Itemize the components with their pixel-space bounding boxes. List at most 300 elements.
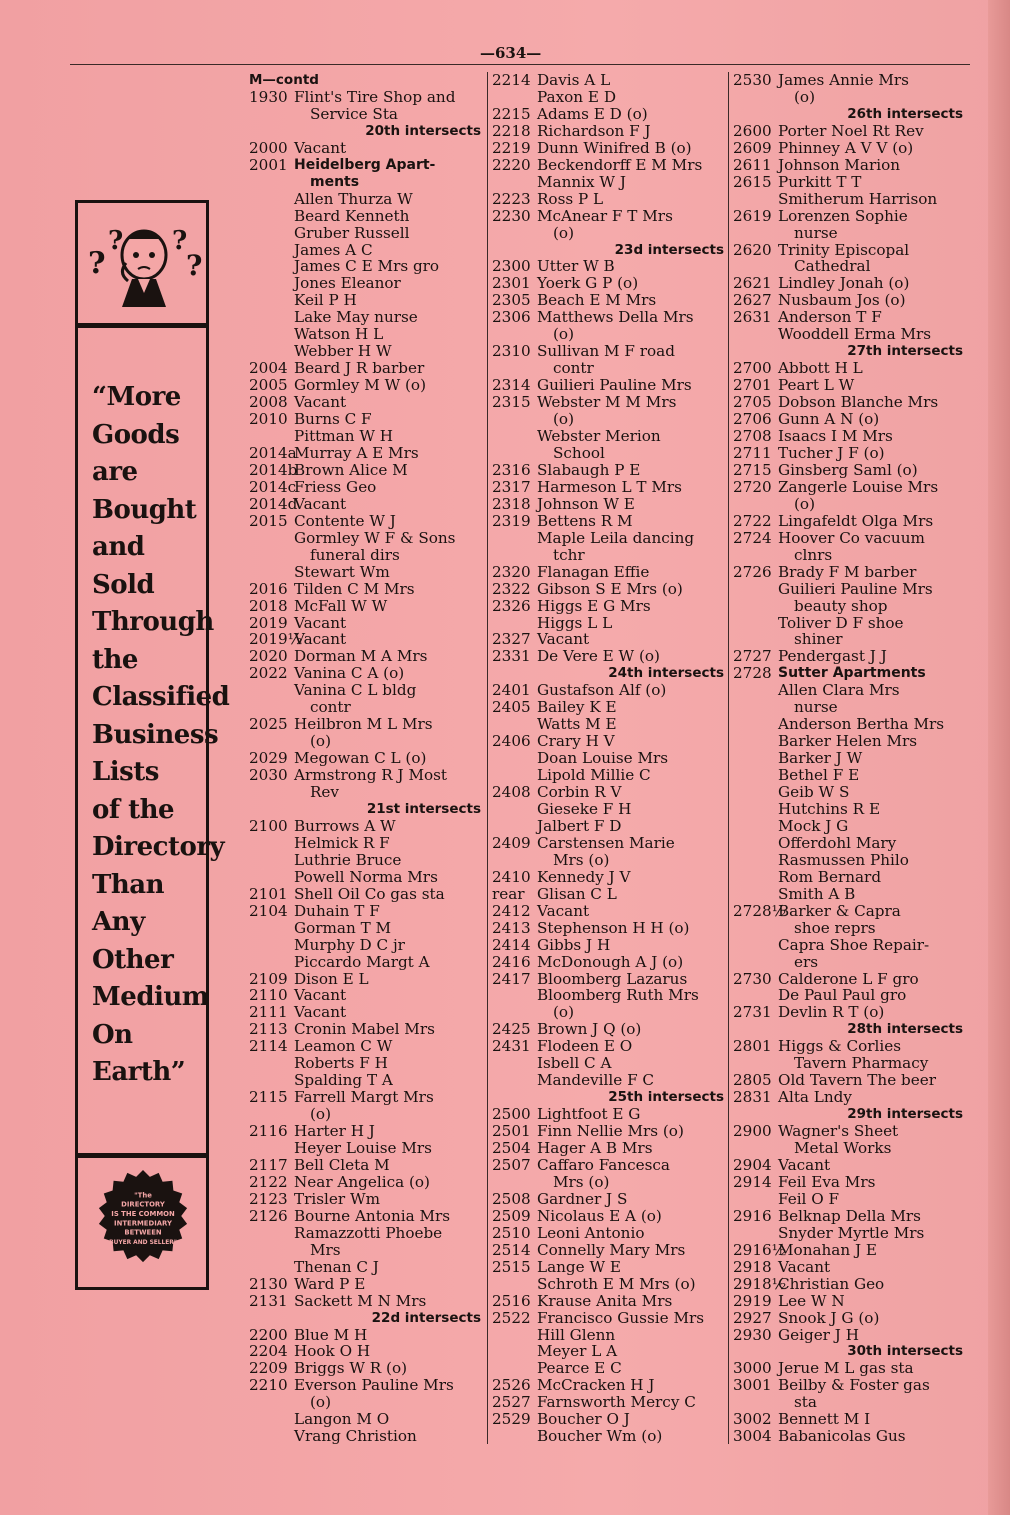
house-number bbox=[733, 716, 778, 733]
directory-entry bbox=[492, 987, 724, 1004]
house-number: 2918 bbox=[733, 1257, 772, 1276]
house-number bbox=[492, 818, 537, 835]
directory-entry bbox=[249, 547, 481, 564]
resident-name: Bailey K E bbox=[537, 698, 617, 717]
resident-name: Hoover Co vacuum bbox=[778, 528, 925, 547]
directory-seal-icon bbox=[94, 1168, 192, 1266]
resident-name: Bloomberg Lazarus bbox=[537, 969, 688, 988]
resident-name: Allen Clara Mrs bbox=[778, 681, 900, 700]
directory-entry bbox=[492, 1377, 724, 1394]
house-number: 2113 bbox=[249, 1020, 288, 1039]
directory-entry bbox=[733, 377, 963, 394]
resident-name: ments bbox=[310, 173, 360, 190]
house-number: 2327 bbox=[492, 630, 531, 649]
resident-name: Leoni Antonio bbox=[537, 1223, 645, 1242]
resident-name: contr bbox=[310, 698, 351, 717]
house-number: 2529 bbox=[492, 1410, 531, 1429]
house-number: 2730 bbox=[733, 969, 772, 988]
house-number: 2600 bbox=[733, 121, 772, 140]
directory-entry bbox=[492, 89, 724, 106]
house-number bbox=[249, 1225, 294, 1242]
resident-name: Luthrie Bruce bbox=[294, 850, 402, 869]
house-number: 3002 bbox=[733, 1410, 772, 1429]
house-number: 2316 bbox=[492, 460, 531, 479]
directory-entry bbox=[733, 258, 963, 275]
resident-name: McDonough A J (o) bbox=[537, 952, 684, 971]
house-number bbox=[249, 191, 294, 208]
house-number: 2005 bbox=[249, 376, 288, 395]
house-number bbox=[249, 309, 294, 326]
house-number bbox=[249, 326, 294, 343]
resident-name: Mock J G bbox=[778, 816, 849, 835]
directory-entry bbox=[249, 1191, 481, 1208]
resident-name: Mandeville F C bbox=[537, 1071, 655, 1090]
house-number: 2405 bbox=[492, 698, 531, 717]
directory-entry bbox=[733, 1276, 963, 1293]
directory-entry bbox=[492, 1191, 724, 1208]
directory-entry bbox=[492, 275, 724, 292]
house-number: 2831 bbox=[733, 1088, 772, 1107]
house-number bbox=[492, 987, 537, 1004]
directory-entry bbox=[733, 1377, 963, 1394]
house-number bbox=[733, 1225, 778, 1242]
slogan-line: Goods bbox=[92, 419, 180, 450]
resident-name: Snook J G (o) bbox=[778, 1308, 880, 1327]
directory-entry bbox=[733, 581, 963, 598]
directory-entry bbox=[733, 987, 963, 1004]
slogan-line: Classified bbox=[92, 682, 230, 712]
house-number bbox=[733, 682, 778, 699]
resident-name: Feil O F bbox=[778, 1189, 840, 1208]
directory-entry bbox=[492, 479, 724, 496]
resident-name: Harter H J bbox=[294, 1122, 375, 1141]
slogan-line: Through bbox=[92, 607, 214, 637]
slogan-line: Earth” bbox=[92, 1057, 186, 1087]
resident-name: Helmick R F bbox=[294, 833, 390, 852]
directory-entry bbox=[733, 648, 963, 665]
resident-name: Watts M E bbox=[537, 715, 617, 734]
directory-entry bbox=[249, 1293, 481, 1310]
house-number: 2015 bbox=[249, 511, 288, 530]
resident-name: Toliver D F shoe bbox=[778, 613, 904, 632]
slogan-line: the bbox=[92, 644, 138, 675]
directory-entry bbox=[249, 1038, 481, 1055]
resident-name: Bell Cleta M bbox=[294, 1156, 390, 1174]
directory-entry bbox=[249, 1360, 481, 1377]
house-number bbox=[249, 920, 294, 937]
resident-name: Anderson T F bbox=[778, 308, 882, 327]
directory-entry bbox=[492, 801, 724, 818]
house-number: 2018 bbox=[249, 596, 288, 615]
resident-name: Metal Works bbox=[794, 1139, 892, 1158]
resident-name: Offerdohl Mary bbox=[778, 833, 897, 852]
resident-name: Guilieri Pauline Mrs bbox=[537, 376, 692, 395]
directory-entry bbox=[249, 869, 481, 886]
directory-entry bbox=[733, 1004, 963, 1021]
house-number: 2504 bbox=[492, 1139, 531, 1158]
resident-name: Dunn Winifred B (o) bbox=[537, 138, 692, 157]
house-number: 2123 bbox=[249, 1189, 288, 1208]
street-intersection-header: 29th intersects bbox=[847, 1106, 963, 1123]
house-number bbox=[733, 937, 778, 954]
resident-name: Beard Kenneth bbox=[294, 206, 410, 225]
resident-name: Jerue M L gas sta bbox=[778, 1359, 914, 1378]
house-number: 2700 bbox=[733, 359, 772, 378]
house-number: 2408 bbox=[492, 783, 531, 802]
resident-name: Stephenson H H (o) bbox=[537, 918, 690, 937]
house-number: 2014b bbox=[249, 460, 298, 479]
directory-entry bbox=[249, 750, 481, 767]
directory-entry bbox=[249, 937, 481, 954]
resident-name: Bettens R M bbox=[537, 511, 633, 530]
house-number: 2320 bbox=[492, 562, 531, 581]
directory-entry bbox=[733, 1327, 963, 1344]
house-number bbox=[492, 225, 537, 242]
house-number: 2220 bbox=[492, 155, 531, 174]
resident-name: contr bbox=[553, 359, 594, 378]
directory-entry bbox=[492, 72, 724, 89]
resident-name: Isaacs I M Mrs bbox=[778, 427, 893, 446]
house-number: 2029 bbox=[249, 749, 288, 768]
house-number: 2708 bbox=[733, 427, 772, 446]
directory-entry bbox=[249, 394, 481, 411]
house-number: rear bbox=[492, 884, 525, 903]
resident-name: Mrs bbox=[310, 1240, 341, 1259]
resident-name: Friess Geo bbox=[294, 477, 377, 496]
seal-text: BETWEEN bbox=[124, 1228, 162, 1237]
resident-name: Christian Geo bbox=[778, 1274, 885, 1293]
resident-name: shoe reprs bbox=[794, 918, 876, 937]
resident-name: Smitherum Harrison bbox=[778, 189, 938, 208]
house-number: 2000 bbox=[249, 138, 288, 157]
directory-entry bbox=[733, 971, 963, 988]
seal-text: "The bbox=[134, 1191, 152, 1200]
directory-entry bbox=[492, 648, 724, 665]
directory-entry bbox=[492, 394, 724, 411]
house-number bbox=[249, 733, 294, 750]
resident-name: Jalbert F D bbox=[537, 816, 622, 835]
house-number bbox=[733, 920, 778, 937]
house-number: 2417 bbox=[492, 969, 531, 988]
directory-entry bbox=[492, 1174, 724, 1191]
resident-name: Porter Noel Rt Rev bbox=[778, 121, 924, 140]
resident-name: Megowan C L (o) bbox=[294, 749, 427, 768]
directory-entry bbox=[249, 1343, 481, 1360]
house-number: 2117 bbox=[249, 1156, 288, 1174]
house-number bbox=[733, 954, 778, 971]
house-number bbox=[733, 326, 778, 343]
directory-entry bbox=[492, 496, 724, 513]
resident-name: clnrs bbox=[794, 545, 833, 564]
resident-name: Webster M M Mrs bbox=[537, 393, 677, 412]
house-number: 1930 bbox=[249, 87, 288, 106]
directory-entry bbox=[249, 818, 481, 835]
resident-name: (o) bbox=[794, 87, 815, 106]
house-number: 2008 bbox=[249, 393, 288, 412]
resident-name: Vacant bbox=[778, 1257, 831, 1276]
resident-name: (o) bbox=[310, 1393, 331, 1412]
directory-entry bbox=[249, 140, 481, 157]
house-number: 2514 bbox=[492, 1240, 531, 1259]
house-number bbox=[249, 1242, 294, 1259]
directory-entry bbox=[249, 699, 481, 716]
directory-entry bbox=[492, 1242, 724, 1259]
house-number: 2019 bbox=[249, 613, 288, 632]
house-number bbox=[733, 886, 778, 903]
directory-entry bbox=[492, 191, 724, 208]
resident-name: Vacant bbox=[778, 1156, 831, 1174]
house-number: 2619 bbox=[733, 206, 772, 225]
directory-entry bbox=[492, 767, 724, 784]
house-number bbox=[249, 1259, 294, 1276]
house-number: 2326 bbox=[492, 596, 531, 615]
house-number: 2414 bbox=[492, 935, 531, 954]
directory-entry bbox=[733, 1208, 963, 1225]
house-number bbox=[492, 1428, 537, 1445]
directory-entry bbox=[492, 1004, 724, 1021]
house-number: 2611 bbox=[733, 155, 772, 174]
directory-entry bbox=[492, 750, 724, 767]
house-number bbox=[492, 750, 537, 767]
resident-name: Heyer Louise Mrs bbox=[294, 1139, 432, 1158]
directory-entry bbox=[249, 1123, 481, 1140]
resident-name: Vacant bbox=[294, 613, 347, 632]
directory-entry bbox=[492, 1394, 724, 1411]
house-number: 2509 bbox=[492, 1206, 531, 1225]
directory-entry bbox=[733, 682, 963, 699]
house-number bbox=[249, 343, 294, 360]
resident-name: Tavern Pharmacy bbox=[794, 1054, 929, 1073]
seal-text: INTERMEDIARY bbox=[114, 1219, 172, 1228]
directory-entry bbox=[249, 564, 481, 581]
directory-entry bbox=[249, 1377, 481, 1394]
resident-name: Gormley W F & Sons bbox=[294, 528, 456, 547]
directory-entry bbox=[733, 835, 963, 852]
house-number: 2230 bbox=[492, 206, 531, 225]
house-number bbox=[249, 547, 294, 564]
street-intersection-header: 24th intersects bbox=[608, 665, 724, 682]
directory-entry bbox=[249, 767, 481, 784]
resident-name: shiner bbox=[794, 630, 843, 649]
resident-name: Mannix W J bbox=[537, 172, 626, 191]
house-number: 2219 bbox=[492, 138, 531, 157]
directory-entry bbox=[492, 343, 724, 360]
house-number: 2409 bbox=[492, 833, 531, 852]
directory-entry bbox=[492, 208, 724, 225]
house-number: 2530 bbox=[733, 71, 772, 89]
house-number: 2801 bbox=[733, 1037, 772, 1056]
directory-entry bbox=[249, 581, 481, 598]
listing-column-1 bbox=[249, 72, 481, 1445]
house-number bbox=[492, 716, 537, 733]
directory-entry bbox=[733, 72, 963, 89]
resident-name: Jones Eleanor bbox=[294, 274, 401, 293]
house-number: 2110 bbox=[249, 986, 288, 1005]
directory-entry bbox=[249, 89, 481, 106]
resident-name: Capra Shoe Repair- bbox=[778, 935, 930, 954]
resident-name: Matthews Della Mrs bbox=[537, 308, 694, 327]
resident-name: Leamon C W bbox=[294, 1037, 393, 1056]
house-number: 2904 bbox=[733, 1156, 772, 1174]
house-number bbox=[249, 852, 294, 869]
house-number: 2001 bbox=[249, 155, 288, 174]
street-continued-header: M—contd bbox=[249, 72, 319, 88]
house-number bbox=[249, 428, 294, 445]
house-number bbox=[733, 225, 778, 242]
directory-entry bbox=[492, 1055, 724, 1072]
house-number: 2731 bbox=[733, 1003, 772, 1022]
directory-entry bbox=[249, 1428, 481, 1445]
resident-name: Brady F M barber bbox=[778, 562, 917, 581]
house-number bbox=[733, 835, 778, 852]
house-number bbox=[733, 581, 778, 598]
directory-entry bbox=[492, 360, 724, 377]
directory-entry bbox=[249, 174, 481, 191]
directory-entry bbox=[249, 309, 481, 326]
directory-entry bbox=[492, 1411, 724, 1428]
directory-entry bbox=[249, 496, 481, 513]
resident-name: Everson Pauline Mrs bbox=[294, 1376, 454, 1395]
resident-name: Dobson Blanche Mrs bbox=[778, 393, 939, 412]
house-number bbox=[249, 275, 294, 292]
resident-name: Bourne Antonia Mrs bbox=[294, 1206, 451, 1225]
resident-name: Gorman T M bbox=[294, 918, 392, 937]
directory-entry bbox=[492, 1208, 724, 1225]
resident-name: (o) bbox=[553, 223, 574, 242]
street-intersection-header: 25th intersects bbox=[608, 1089, 724, 1106]
slogan-line: and bbox=[92, 532, 145, 562]
directory-entry bbox=[249, 733, 481, 750]
resident-name: Watson H L bbox=[294, 325, 384, 344]
street-intersection-header: 20th intersects bbox=[365, 122, 481, 139]
resident-name: Shell Oil Co gas sta bbox=[294, 884, 445, 903]
house-number bbox=[733, 1055, 778, 1072]
directory-entry bbox=[492, 784, 724, 801]
resident-name: Belknap Della Mrs bbox=[778, 1206, 921, 1225]
directory-entry bbox=[733, 411, 963, 428]
house-number: 2020 bbox=[249, 647, 288, 666]
house-number: 2014c bbox=[249, 477, 297, 496]
resident-name: McAnear F T Mrs bbox=[537, 206, 673, 225]
slogan-line: Medium bbox=[92, 982, 209, 1012]
resident-name: Higgs E G Mrs bbox=[537, 596, 651, 615]
house-number bbox=[249, 784, 294, 801]
resident-name: (o) bbox=[553, 410, 574, 429]
resident-name: Higgs & Corlies bbox=[778, 1037, 902, 1056]
resident-name: Peart L W bbox=[778, 376, 855, 395]
house-number: 2122 bbox=[249, 1172, 288, 1191]
house-number bbox=[733, 631, 778, 648]
directory-entry bbox=[733, 225, 963, 242]
house-number bbox=[492, 1327, 537, 1344]
house-number bbox=[249, 564, 294, 581]
house-number bbox=[492, 801, 537, 818]
resident-name: (o) bbox=[310, 732, 331, 751]
resident-name: Yoerk G P (o) bbox=[537, 274, 639, 293]
directory-entry bbox=[492, 1157, 724, 1174]
directory-entry bbox=[249, 1242, 481, 1259]
house-number: 2615 bbox=[733, 172, 772, 191]
house-number: 2413 bbox=[492, 918, 531, 937]
house-number bbox=[492, 360, 537, 377]
house-number bbox=[492, 174, 537, 191]
house-number: 2210 bbox=[249, 1376, 288, 1395]
resident-name: Webster Merion bbox=[537, 427, 661, 446]
resident-name: Lee W N bbox=[778, 1291, 845, 1310]
directory-entry bbox=[733, 462, 963, 479]
house-number bbox=[733, 852, 778, 869]
resident-name: Briggs W R (o) bbox=[294, 1359, 408, 1378]
directory-entry bbox=[492, 1106, 724, 1123]
directory-entry bbox=[249, 598, 481, 615]
directory-entry bbox=[492, 1021, 724, 1038]
directory-entry bbox=[492, 1360, 724, 1377]
resident-name: Rasmussen Philo bbox=[778, 850, 909, 869]
resident-name: nurse bbox=[794, 223, 838, 242]
resident-name: sta bbox=[794, 1393, 817, 1412]
resident-name: (o) bbox=[310, 1105, 331, 1124]
resident-name: Guilieri Pauline Mrs bbox=[778, 579, 933, 598]
house-number bbox=[249, 1394, 294, 1411]
directory-entry bbox=[733, 445, 963, 462]
house-number bbox=[249, 835, 294, 852]
directory-entry bbox=[733, 784, 963, 801]
house-number: 2726 bbox=[733, 562, 772, 581]
directory-entry bbox=[733, 89, 963, 106]
house-number: 2126 bbox=[249, 1206, 288, 1225]
directory-entry bbox=[249, 1004, 481, 1021]
resident-name: Mrs (o) bbox=[553, 1172, 610, 1191]
directory-entry bbox=[733, 123, 963, 140]
directory-entry bbox=[249, 665, 481, 682]
directory-entry bbox=[249, 343, 481, 360]
svg-text:?: ? bbox=[88, 246, 106, 281]
directory-entry bbox=[492, 1259, 724, 1276]
house-number bbox=[733, 987, 778, 1004]
resident-name: Near Angelica (o) bbox=[294, 1172, 430, 1191]
house-number: 2200 bbox=[249, 1325, 288, 1344]
house-number: 2609 bbox=[733, 138, 772, 157]
resident-name: Murphy D C jr bbox=[294, 935, 405, 954]
resident-name: Service Sta bbox=[310, 104, 398, 123]
directory-entry bbox=[492, 682, 724, 699]
resident-name: Stewart Wm bbox=[294, 562, 390, 581]
house-number bbox=[733, 801, 778, 818]
resident-name: De Vere E W (o) bbox=[537, 647, 660, 666]
resident-name: Murray A E Mrs bbox=[294, 443, 419, 462]
directory-entry bbox=[733, 1072, 963, 1089]
house-number: 2431 bbox=[492, 1037, 531, 1056]
seal-text: DIRECTORY bbox=[121, 1200, 165, 1209]
resident-name: funeral dirs bbox=[310, 545, 400, 564]
resident-name: Flanagan Effie bbox=[537, 562, 650, 581]
house-number: 2014d bbox=[249, 494, 298, 513]
house-number: 2406 bbox=[492, 732, 531, 751]
directory-entry bbox=[249, 903, 481, 920]
resident-name: Ginsberg Saml (o) bbox=[778, 460, 918, 479]
directory-entry bbox=[733, 479, 963, 496]
house-number: 2805 bbox=[733, 1071, 772, 1090]
resident-name: Alta Lndy bbox=[778, 1088, 852, 1107]
resident-name: Paxon E D bbox=[537, 87, 616, 106]
directory-entry bbox=[249, 157, 481, 174]
house-number: 2030 bbox=[249, 766, 288, 785]
house-number: 2508 bbox=[492, 1189, 531, 1208]
resident-name: Cronin Mabel Mrs bbox=[294, 1020, 435, 1039]
directory-entry bbox=[492, 530, 724, 547]
directory-entry bbox=[492, 258, 724, 275]
house-number bbox=[733, 818, 778, 835]
